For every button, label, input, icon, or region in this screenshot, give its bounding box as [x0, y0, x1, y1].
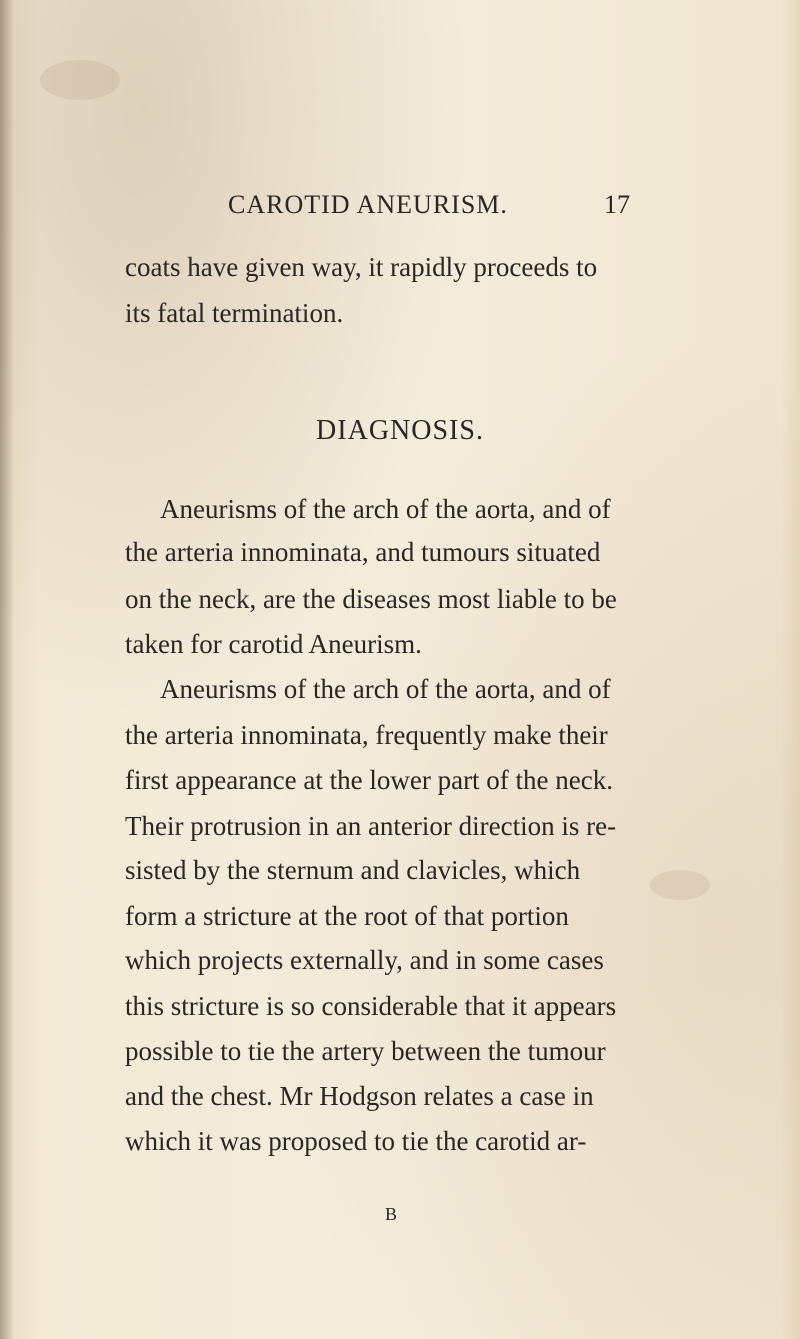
text-line: on the neck, are the diseases most liable to be: [125, 584, 617, 614]
running-title: CAROTID ANEURISM.: [228, 190, 508, 219]
paper-stain: [650, 870, 710, 900]
text-line: possible to tie the artery between the tumour: [125, 1036, 606, 1066]
text-line: and the chest. Mr Hodgson relates a case in: [125, 1081, 594, 1111]
signature-mark: B: [385, 1204, 398, 1224]
text-line: taken for carotid Aneurism.: [125, 629, 422, 659]
text-line: which it was proposed to tie the carotid ar-: [125, 1126, 587, 1156]
running-head: [220, 190, 630, 230]
text-line: first appearance at the lower part of the neck.: [125, 765, 614, 795]
section-heading: DIAGNOSIS.: [316, 415, 484, 446]
text-line: coats have given way, it rapidly proceeds to: [125, 252, 598, 282]
text-line: its fatal termination.: [125, 298, 344, 328]
text-line: Aneurisms of the arch of the aorta, and of: [160, 674, 611, 704]
text-line: the arteria innominata, and tumours situated: [125, 537, 601, 567]
text-line: which projects externally, and in some cases: [125, 945, 604, 975]
text-line: Aneurisms of the arch of the aorta, and of: [160, 494, 611, 524]
text-line: this stricture is so considerable that it appears: [125, 991, 617, 1021]
page-number: 17: [604, 190, 630, 219]
page-edge-shadow: [0, 0, 14, 1339]
text-line: form a stricture at the root of that portion: [125, 901, 569, 931]
text-line: Their protrusion in an anterior direction is re-: [125, 811, 617, 841]
text-line: the arteria innominata, frequently make their: [125, 720, 608, 750]
paper-stain: [40, 60, 120, 100]
text-line: sisted by the sternum and clavicles, which: [125, 855, 581, 885]
